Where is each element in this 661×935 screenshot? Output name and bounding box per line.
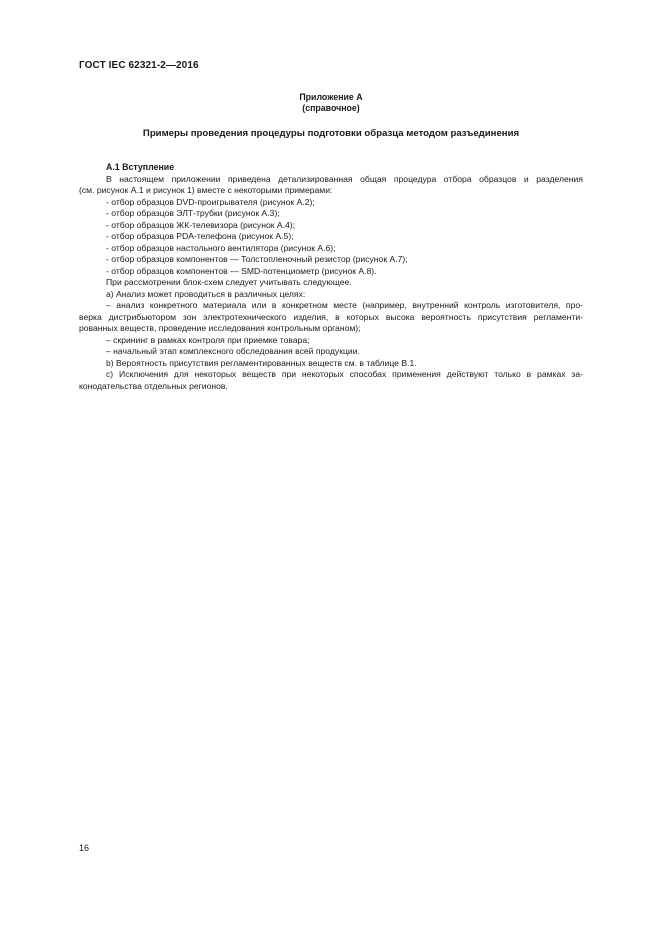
list-item: - отбор образцов PDA-телефона (рисунок А.5);: [106, 231, 294, 241]
list-item: - отбор образцов ЖК-телевизора (рисунок А.4);: [106, 219, 296, 230]
list-item: – анализ конкретного материала или в конкретном месте (например, внутренний контроль изготовителя, про-: [106, 300, 583, 310]
section-heading: А.1 Вступление: [106, 162, 175, 172]
list-item: - отбор образцов ЭЛТ-трубки (рисунок А.3);: [106, 208, 280, 218]
annex-heading: [79, 92, 583, 114]
list-item: – скрининг в рамках контроля при приемке товара;: [106, 334, 310, 345]
document-code-header: ГОСТ IEC 62321-2—2016: [79, 60, 199, 71]
list-item: – начальный этап комплексного обследования всей продукции.: [106, 346, 360, 356]
list-item: с) Исключения для некоторых веществ при некоторых способах применения действуют только в рамках за-: [106, 369, 583, 379]
paragraph: верка дистрибьютором зон электротехнического изделия, в которых высока вероятность присутствия регламенти-: [79, 311, 583, 322]
list-item: - отбор образцов настольного вентилятора (рисунок А.6);: [106, 242, 336, 253]
list-item: b) Вероятность присутствия регламентированных веществ см. в таблице В.1.: [106, 357, 417, 368]
paragraph: рованных веществ, проведение исследования контрольным органом);: [79, 323, 361, 333]
list-item: а) Анализ может проводиться в различных целях:: [106, 288, 306, 299]
paragraph: При рассмотрении блок-схем следует учитывать следующее.: [106, 277, 352, 287]
paragraph: (см. рисунок А.1 и рисунок 1) вместе с некоторыми примерами:: [79, 185, 333, 195]
paragraph: В настоящем приложении приведена детализированная общая процедура отбора образцов и разделения: [106, 173, 583, 184]
paragraph: конодательства отдельных регионов.: [79, 380, 228, 391]
list-item: - отбор образцов компонентов — Толстопленочный резистор (рисунок А.7);: [106, 254, 408, 264]
annex-status: (справочное): [302, 103, 360, 113]
page-number: 16: [79, 843, 90, 853]
annex-label: Приложение А: [299, 92, 363, 102]
annex-title: Примеры проведения процедуры подготовки образца методом разъединения: [142, 128, 520, 139]
list-item: - отбор образцов DVD-проигрывателя (рисунок А.2);: [106, 196, 315, 207]
list-item: - отбор образцов компонентов — SMD-потенциометр (рисунок А.8).: [106, 265, 377, 276]
section-body: [79, 162, 583, 392]
